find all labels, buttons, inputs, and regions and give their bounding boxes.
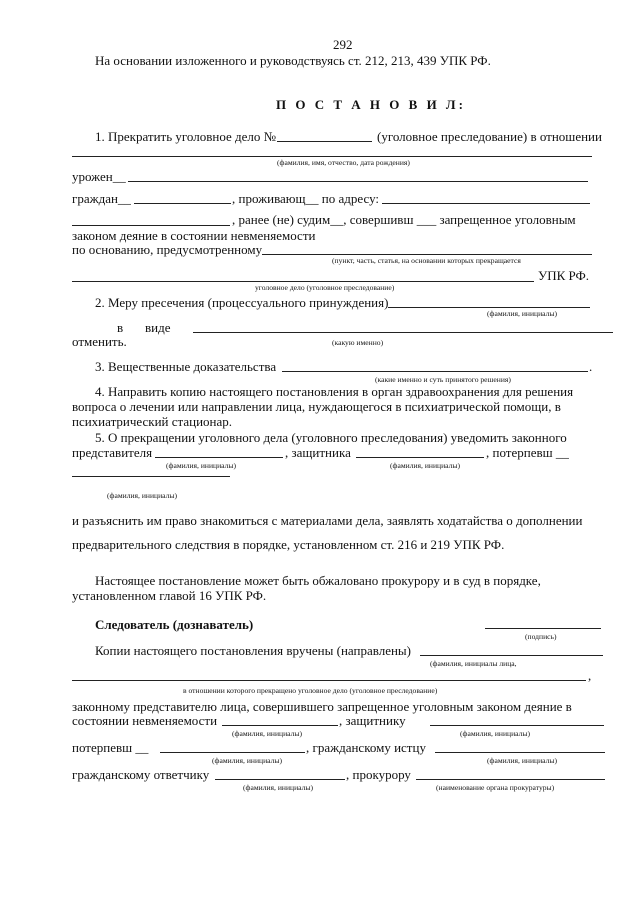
restraint-person-field[interactable] [388, 307, 590, 308]
hint-fio-e: (фамилия, инициалы) [243, 783, 314, 792]
explain-line1: и разъяснить им право знакомиться с материалами дела, заявлять ходатайства о дополнении [72, 513, 583, 528]
view-word: виде [145, 320, 171, 335]
hint-fio-d: (фамилия, инициалы) [487, 756, 558, 765]
victim-label-2: потерпевш __ [72, 740, 149, 755]
civil-defendant-field[interactable] [215, 779, 345, 780]
document-title: П О С Т А Н О В И Л: [276, 97, 466, 112]
p3-period: . [589, 359, 593, 374]
hint-fio-rep: (фамилия, инициалы) [166, 461, 237, 470]
copies-person-field[interactable] [420, 655, 603, 656]
copies-comma: , [588, 668, 592, 683]
hint-fio-p2: (фамилия, инициалы) [487, 309, 558, 318]
basis-field[interactable] [262, 254, 592, 255]
p2-line1: 2. Меру пресечения (процессуального принуждения) [95, 295, 389, 310]
hint-fio-victim: (фамилия, инициалы) [107, 491, 178, 500]
copies-person-field-2[interactable] [72, 680, 586, 681]
cancel-word: отменить. [72, 334, 127, 349]
citizenship-field[interactable] [134, 203, 231, 204]
upk-label: УПК РФ. [538, 268, 590, 283]
p1-line1-start: 1. Прекратить уголовное дело № [95, 129, 277, 144]
p1-line1-end: (уголовное преследование) в отношении [377, 129, 602, 144]
copies-line1: Копии настоящего постановления вручены (направлены) [95, 643, 411, 658]
defender-field[interactable] [356, 457, 484, 458]
address-field-2[interactable] [72, 225, 230, 226]
civil-plaintiff-field[interactable] [435, 752, 605, 753]
legal-rep-field[interactable] [222, 725, 338, 726]
hint-signature: (подпись) [525, 632, 557, 641]
prosecutor-label: , прокурору [346, 767, 411, 782]
restraint-type-field[interactable] [193, 332, 613, 333]
hint-fio-def: (фамилия, инициалы) [390, 461, 461, 470]
hint-fio-c: (фамилия, инициалы) [212, 756, 283, 765]
case-number-field[interactable] [277, 141, 372, 142]
birthplace-field[interactable] [128, 181, 588, 182]
intro-text: На основании изложенного и руководствуясь ст. 212, 213, 439 УПК РФ. [95, 53, 491, 68]
address-field-1[interactable] [382, 203, 590, 204]
basis-field-2[interactable] [72, 281, 534, 282]
victim-field[interactable] [72, 476, 230, 477]
evidence-field[interactable] [282, 371, 588, 372]
residing-label: , проживающ__ по адресу: [232, 191, 380, 206]
defender-label-2: , защитнику [339, 713, 406, 728]
appeal-line1: Настоящее постановление может быть обжаловано прокурору и в суд в порядке, [95, 573, 541, 588]
p4-line2: вопроса о лечении или направлении лица, нуждающегося в психиатрической помощи, в [72, 399, 561, 414]
investigator-label: Следователь (дознаватель) [95, 617, 254, 632]
signature-field[interactable] [485, 628, 601, 629]
hint-fio-a: (фамилия, инициалы) [232, 729, 303, 738]
legal-rep-line2: состоянии невменяемости [72, 713, 218, 728]
hint-copies-case: в отношении которого прекращено уголовное дело (уголовное преследование) [183, 686, 438, 695]
victim-label: , потерпевш __ [486, 445, 569, 460]
hint-copies-person: (фамилия, инициалы лица, [430, 659, 517, 668]
born-label: урожен__ [72, 169, 126, 184]
previously-text: , ранее (не) судим__, совершивш ___ запрещенное уголовным [232, 212, 576, 227]
p5-line1: 5. О прекращении уголовного дела (уголовного преследования) уведомить законного [95, 430, 567, 445]
law-line: законом деяние в состоянии невменяемости [72, 228, 316, 243]
p4-line3: психиатрический стационар. [72, 414, 233, 429]
civil-defendant-label: гражданскому ответчику [72, 767, 210, 782]
civil-plaintiff-label: , гражданскому истцу [306, 740, 426, 755]
hint-basis: (пункт, часть, статья, на основании которых прекращается [332, 256, 521, 265]
defender-field-2[interactable] [430, 725, 604, 726]
legal-rep-line1: законному представителю лица, совершившего запрещенное уголовным законом деяние в [72, 699, 572, 714]
representative-label: представителя [72, 445, 153, 460]
hint-evidence: (какие именно и суть принятого решения) [375, 375, 511, 384]
hint-which: (какую именно) [332, 338, 384, 347]
person-name-field[interactable] [72, 156, 592, 157]
basis-label: по основанию, предусмотренному [72, 242, 263, 257]
hint-prosecutor: (наименование органа прокуратуры) [436, 783, 555, 792]
representative-field[interactable] [155, 457, 283, 458]
victim-field-2[interactable] [160, 752, 305, 753]
prosecutor-field[interactable] [416, 779, 605, 780]
hint-person: (фамилия, имя, отчество, дата рождения) [277, 158, 410, 167]
hint-case: уголовное дело (уголовное преследование) [255, 283, 395, 292]
explain-line2: предварительного следствия в порядке, установленном ст. 216 и 219 УПК РФ. [72, 537, 505, 552]
in-word: в [117, 320, 124, 335]
page-number: 292 [333, 37, 353, 52]
p4-line1: 4. Направить копию настоящего постановления в орган здравоохранения для решения [95, 384, 574, 399]
hint-fio-b: (фамилия, инициалы) [460, 729, 531, 738]
appeal-line2: установленном главой 16 УПК РФ. [72, 588, 267, 603]
defender-label: , защитника [285, 445, 351, 460]
p3-line1: 3. Вещественные доказательства [95, 359, 277, 374]
citizen-label: граждан__ [72, 191, 131, 206]
